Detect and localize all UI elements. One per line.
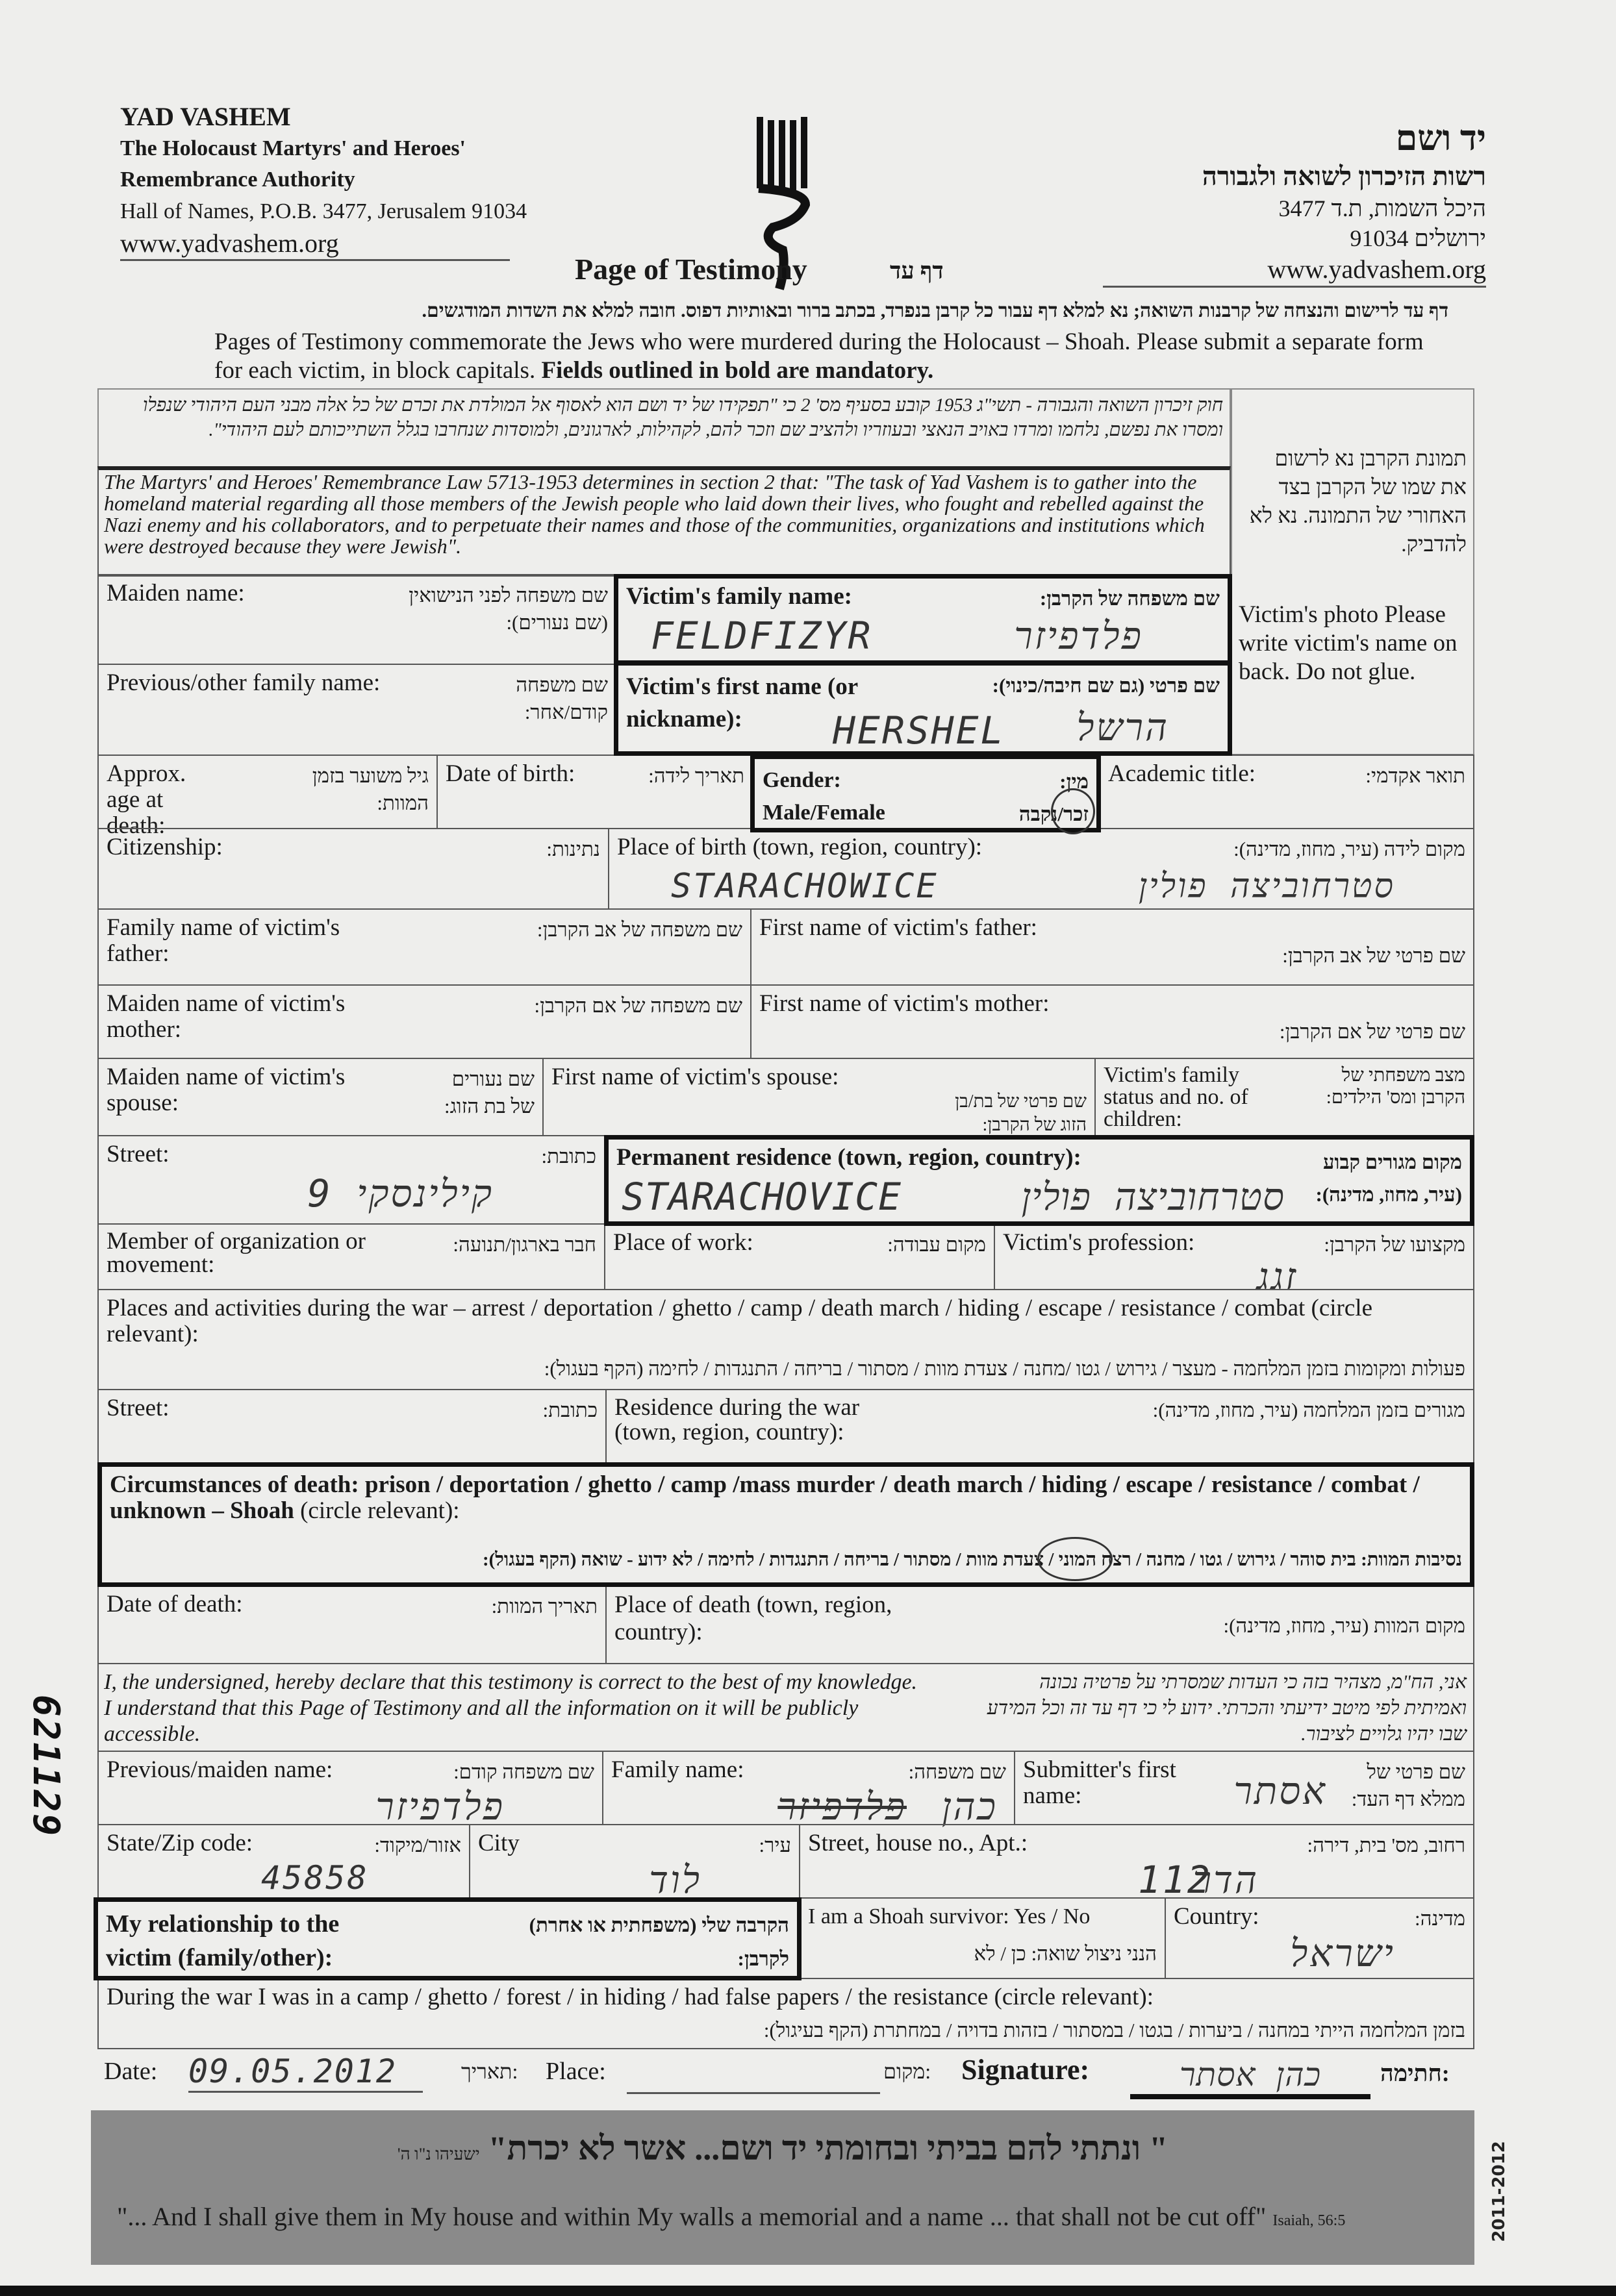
mother-first-name-field[interactable] <box>750 984 1474 1059</box>
page-title: Page of Testimony <box>575 253 807 286</box>
label: Family name of victim's father: <box>107 914 340 967</box>
zip-code-field[interactable] <box>97 1824 470 1899</box>
label: Date of death: <box>107 1591 243 1617</box>
label: Maiden name of victim's spouse: <box>107 1064 346 1116</box>
street-house-field[interactable] <box>799 1824 1474 1902</box>
label: Submitter's first name: <box>1023 1756 1176 1809</box>
org-subtitle-en: The Holocaust Martyrs' and Heroes' <box>120 136 466 160</box>
label-he: מצב משפחתי של הקרבן ומס' הילדים: <box>1326 1065 1465 1108</box>
previous-family-name-field[interactable] <box>97 664 617 756</box>
label: Place of work: <box>613 1229 753 1256</box>
submitter-previous-name-field[interactable] <box>97 1751 603 1828</box>
place-of-birth-field[interactable] <box>608 828 1474 910</box>
label-bold: Circumstances of death: prison / deportation / ghetto / camp /mass murder / death march / hiding / escape / resistance / combat / unknown – Shoah <box>110 1471 1420 1524</box>
intro-mandatory: Fields outlined in bold are mandatory. <box>541 357 934 384</box>
label-he: תאריך המוות: <box>491 1595 598 1617</box>
value: STARACHOVICE <box>622 1175 902 1219</box>
value-he: כהן <box>941 1784 998 1828</box>
label: I am a Shoah survivor: Yes / No <box>808 1904 1091 1928</box>
label: Academic title: <box>1108 760 1256 787</box>
declaration <box>97 1663 1474 1752</box>
date-of-death-field[interactable] <box>97 1585 607 1664</box>
address-he: היכל השמות, ת.ד 3477 <box>1278 195 1486 221</box>
label-he: פעולות ומקומות בזמן המלחמה - מעצר / גירוש / גטו /מחנה / צעדת מוות / מסתור / בריחה / התנגדות / לחימה (הקף בעגול): <box>544 1357 1465 1380</box>
signature-label: Signature: <box>961 2054 1090 2086</box>
signature-label-he: חתימה: <box>1380 2060 1450 2086</box>
label-he: בזמן המלחמה הייתי במחנה / ביערות / בגטו / במסתור / בזהות בדויה / במחתרת (הקף בעיגול): <box>763 2019 1465 2041</box>
spouse-first-name-field[interactable] <box>542 1058 1096 1136</box>
quote-banner <box>91 2110 1474 2265</box>
header-left <box>120 101 627 261</box>
label-he: שם משפחה של אב הקרבן: <box>537 918 742 941</box>
value-he: אסתר <box>1233 1769 1327 1813</box>
label: Previous/other family name: <box>107 669 381 696</box>
academic-title-field[interactable] <box>1099 755 1474 829</box>
label-he: שם משפחה קודם: <box>453 1760 594 1783</box>
label-he: מדינה: <box>1415 1907 1465 1930</box>
org-name-he: יד ושם <box>1395 119 1486 158</box>
label-he: שם נעורים של בת הזוג: <box>444 1067 535 1117</box>
value-he: פלדפיזר <box>375 1784 505 1828</box>
label: During the war I was in a camp / ghetto / forest / in hiding / had false papers / the resistance (circle relevant): <box>107 1984 1154 2010</box>
citizenship-field[interactable] <box>97 828 609 910</box>
website-he[interactable]: www.yadvashem.org <box>1103 253 1486 288</box>
place-label: Place: <box>546 2058 606 2085</box>
date-label: Date: <box>104 2058 158 2085</box>
value-he: הדר <box>1193 1858 1259 1902</box>
label-he: שם משפחה של הקרבן: <box>1039 587 1220 610</box>
label: Member of organization or movement: <box>107 1228 366 1278</box>
label-he: גיל משוער בזמן המוות: <box>312 764 429 814</box>
label: Victim's family status and no. of children: <box>1104 1063 1248 1131</box>
place-label-he: מקום: <box>883 2060 931 2083</box>
crossed-value-he: פלדפיזר <box>777 1784 907 1828</box>
website-en[interactable]: www.yadvashem.org <box>120 228 510 261</box>
label: Gender: Male/Female <box>763 768 885 825</box>
label: Maiden name: <box>107 580 245 606</box>
label-he: חבר בארגון/תנועה: <box>453 1233 596 1256</box>
page-title-he: דף עד <box>890 258 944 284</box>
label: Country: <box>1174 1903 1259 1930</box>
label-he: מקום עבודה: <box>887 1233 986 1256</box>
quote-en-source: Isaiah, 56:5 <box>1272 2212 1346 2229</box>
edition-label: 2011-2012 <box>1489 2141 1509 2242</box>
label: Maiden name of victim's mother: <box>107 990 346 1043</box>
label-he: הקרבה שלי (משפחתית או אחרת) לקרבן: <box>529 1914 789 1970</box>
label-he: שם פרטי של בת/בן הזוג של הקרבן: <box>955 1092 1087 1135</box>
value: HERSHEL <box>833 708 1005 753</box>
victim-first-name-field[interactable] <box>614 661 1232 756</box>
place-of-death-field[interactable] <box>605 1585 1474 1664</box>
spouse-maiden-name-field[interactable] <box>97 1058 544 1136</box>
org-name-en: YAD VASHEM <box>120 102 291 131</box>
war-residence-field[interactable] <box>605 1389 1474 1464</box>
value: FELDFIZYR <box>651 614 873 658</box>
margin-note: 621129 <box>25 1694 68 1838</box>
quote-he <box>91 2130 1474 2168</box>
victim-family-name-field[interactable] <box>614 574 1232 665</box>
label: Place of birth (town, region, country): <box>617 834 983 860</box>
relationship-field[interactable] <box>94 1897 802 1980</box>
label-he: שם פרטי של אב הקרבן: <box>1282 944 1465 967</box>
label-he: הנני ניצול שואה: כן / לא <box>974 1942 1157 1965</box>
label: Family name: <box>611 1756 744 1783</box>
label: Street, house no., Apt.: <box>808 1830 1028 1856</box>
label-he: נתינות: <box>546 838 600 860</box>
law-hebrew-box <box>97 388 1231 469</box>
label-he: עיר: <box>759 1834 791 1856</box>
label: Victim's profession: <box>1003 1229 1195 1256</box>
circumstances-of-death-field[interactable] <box>97 1462 1474 1587</box>
quote-en-text: "... And I shall give them in My house and within My walls a memorial and a name ... that shall not be cut off" <box>117 2202 1267 2231</box>
quote-en <box>117 2201 1461 2232</box>
scan-edge <box>0 2286 1616 2296</box>
family-status-field[interactable] <box>1094 1058 1474 1136</box>
label-he: מקום המוות (עיר, מחוז, מדינה): <box>1223 1614 1465 1637</box>
maiden-name-field[interactable] <box>97 574 617 665</box>
label: State/Zip code: <box>107 1830 253 1856</box>
label: Approx. age at death: <box>107 760 186 839</box>
label-he: מקום לידה (עיר, מחוז, מדינה): <box>1233 838 1465 860</box>
label <box>110 1472 1448 1524</box>
value: 112 <box>1138 1858 1212 1902</box>
label: Residence during the war (town, region, country): <box>614 1394 860 1445</box>
intro-en <box>214 328 1435 385</box>
label: Victim's first name (or nickname): <box>626 673 858 732</box>
father-first-name-field[interactable] <box>750 908 1474 986</box>
label-he: שם משפחה: <box>908 1760 1006 1783</box>
org-subtitle-he: רשות הזיכרון לשואה ולגבורה <box>1202 162 1486 191</box>
law-en: The Martyrs' and Heroes' Remembrance Law 5713-1953 determines in section 2 that: "The task of Yad Vashem is to gather into the homeland material regarding all those members of the Jewish people who laid down their lives, who fought and rebelled against the Nazi enemy and his collaborators, and to perpetuate their names and those of the communities, organizations and institutions which were destroyed because they were Jewish". <box>104 470 1205 558</box>
label: Places and activities during the war – arrest / deportation / ghetto / camp / death march / hiding / escape / resistance / combat (circle relevant): <box>107 1295 1373 1347</box>
label-he: מקצועו של הקרבן: <box>1324 1233 1465 1256</box>
label-he: שם פרטי של אם הקרבן: <box>1279 1020 1465 1043</box>
law-english-box <box>97 466 1231 577</box>
age-at-death-field[interactable] <box>97 755 438 839</box>
submitter-family-name-field[interactable] <box>602 1751 1015 1828</box>
label-he: כתובת: <box>542 1399 598 1421</box>
label: My relationship to the victim (family/other): <box>106 1910 340 1971</box>
city-he: ירושלים 91034 <box>1350 225 1486 251</box>
label-he: נסיבות המוות: בית סוהר / גירוש / גטו / מחנה / רצח המוני / צעדת מוות / מסתור / בריחה / התנגדות / לחימה / לא ידוע - שואה (הקף בעגול): <box>482 1549 1462 1570</box>
place-input[interactable] <box>627 2092 880 2094</box>
submitter-first-name-field[interactable] <box>1014 1751 1474 1825</box>
place-of-work-field[interactable] <box>604 1223 995 1290</box>
date-of-birth-field[interactable] <box>436 755 753 829</box>
permanent-residence-field[interactable] <box>604 1135 1474 1226</box>
label-he: שם פרטי של ממלא דף העד: <box>1351 1760 1465 1810</box>
value: STARACHOWICE <box>671 867 939 906</box>
label-he: מקום מגורים קבוע (עיר, מחוז, מדינה): <box>1315 1151 1462 1206</box>
organization-field[interactable] <box>97 1223 605 1290</box>
label-he: שם משפחה לפני הנישואין (שם נעורים): <box>409 584 608 634</box>
photo-instructions-en: Victim's photo Please write victim's name on back. Do not glue. <box>1239 601 1458 685</box>
intro-he: דף עד לרישום והנצחה של קרבנות השואה; נא למלא דף עבור כל קרבן בנפרד, בכתב ברור ובאותיות דפוס. חובה למלא את השדות המודגשים. <box>422 300 1448 321</box>
label: Date of birth: <box>446 760 575 787</box>
value-he: פלדפיזר <box>1014 614 1143 658</box>
war-street-field[interactable] <box>97 1389 607 1464</box>
father-family-name-field[interactable] <box>97 908 751 986</box>
survivor-field[interactable] <box>799 1897 1166 1979</box>
declaration-en: I, the undersigned, hereby declare that this testimony is correct to the best of my knowledge. I understand that this Page of Testimony and all the information on it will be publicly accessible. <box>104 1670 918 1746</box>
label: Place of death (town, region, country): <box>614 1591 892 1645</box>
label-he: שם פרטי (גם שם חיבה/כינוי): <box>992 674 1220 697</box>
signature-value[interactable]: כהן אסתר <box>1130 2055 1370 2099</box>
value-he: זגג <box>1256 1254 1298 1299</box>
label: First name of victim's spouse: <box>551 1064 839 1090</box>
label: Street: <box>107 1141 170 1167</box>
photo-instructions-he: תמונת הקרבן נא לרשום את שמו של הקרבן בצד האחורי של התמונה. נא לא להדביק. <box>1249 447 1467 556</box>
value-he: סטרחוביצה פולין <box>1021 1175 1285 1219</box>
org-subtitle-en-2: Remembrance Authority <box>120 168 355 192</box>
wartime-activities-field[interactable] <box>97 1289 1474 1390</box>
label: Street: <box>107 1395 170 1421</box>
value-he: לוד <box>649 1858 701 1902</box>
quote-he-text: " ונתתי להם בביתי ובחומתי יד ושם... אשר לא יכרת" <box>488 2130 1168 2167</box>
gender-field[interactable] <box>750 755 1101 832</box>
label-he: כתובת: <box>541 1145 596 1167</box>
profession-field[interactable] <box>994 1223 1474 1299</box>
label-he: רחוב, מס' בית, דירה: <box>1307 1834 1465 1856</box>
intro-en-text: Pages of Testimony commemorate the Jews who were murdered during the Holocaust – Shoah. Please submit a separate form for each victim, in block capitals. <box>214 329 1424 384</box>
label: First name of victim's mother: <box>759 990 1050 1017</box>
label: Citizenship: <box>107 834 223 860</box>
gender-selected-circle <box>1051 788 1095 834</box>
date-label-he: תאריך: <box>461 2060 518 2083</box>
selected-circle <box>1037 1537 1113 1581</box>
during-war-field[interactable] <box>97 1978 1474 2049</box>
header-right <box>1031 117 1486 288</box>
value-he: הרשל <box>1076 705 1169 749</box>
quote-he-source: ישעיהו נ"ו ה' <box>397 2145 480 2164</box>
label-he: שם משפחה קודם/אחר: <box>516 673 608 723</box>
label-he: שם משפחה של אם הקרבן: <box>534 994 742 1017</box>
date-value[interactable]: 09.05.2012 <box>188 2052 423 2093</box>
street-field[interactable] <box>97 1135 605 1225</box>
country-field[interactable] <box>1165 1897 1474 1979</box>
label: Victim's family name: <box>626 583 852 610</box>
label: Permanent residence (town, region, country): <box>616 1144 1081 1171</box>
label-tail: (circle relevant): <box>300 1497 460 1524</box>
value-he: סטרחוביצה פולין <box>1138 867 1395 906</box>
value-he: קילינסקי 9 <box>307 1171 494 1216</box>
city-field[interactable] <box>469 1824 800 1902</box>
law-he: חוק זיכרון השואה והגבורה - תשי"ג 1953 קובע בסעיף מס' 2 כי "תפקידו של יד ושם הוא לאסוף אל המולדת את זכרם של כל אלה מבני העם היהודי שנפלו ומסרו את נפשם, נלחמו ומרדו באויב הנאצי ובעוזריו ולהציב שם וזכר להם, לקהילות, לארגונים, ולמוסדות שנחרבו בגלל השתייכותם לעם היהודי". <box>143 395 1223 440</box>
value-he: ישראל <box>1290 1931 1395 1975</box>
address-en: Hall of Names, P.O.B. 3477, Jerusalem 91034 <box>120 199 527 223</box>
label-he: מגורים בזמן המלחמה (עיר, מחוז, מדינה): <box>1152 1399 1465 1421</box>
label-he: אזור/מיקוד: <box>374 1834 461 1856</box>
mother-maiden-name-field[interactable] <box>97 984 751 1059</box>
photo-area[interactable] <box>1231 388 1474 755</box>
label-he: תואר אקדמי: <box>1365 764 1465 787</box>
value: 45858 <box>261 1859 369 1897</box>
label-he: מין: זכר/נקבה <box>1018 770 1089 825</box>
declaration-he: אני, הח"מ, מצהיר בזה כי העדות שמסרתי על פרטיה נכונה ואמיתית לפי מיטב ידיעתי והכרתי. ידוע לי כי דף עד זה וכל המידע שבו יהיו גלויים לציבור. <box>987 1671 1467 1745</box>
label: City <box>478 1830 520 1856</box>
label: First name of victim's father: <box>759 914 1037 941</box>
label: Previous/maiden name: <box>107 1756 333 1783</box>
label-he: תאריך לידה: <box>648 764 744 787</box>
